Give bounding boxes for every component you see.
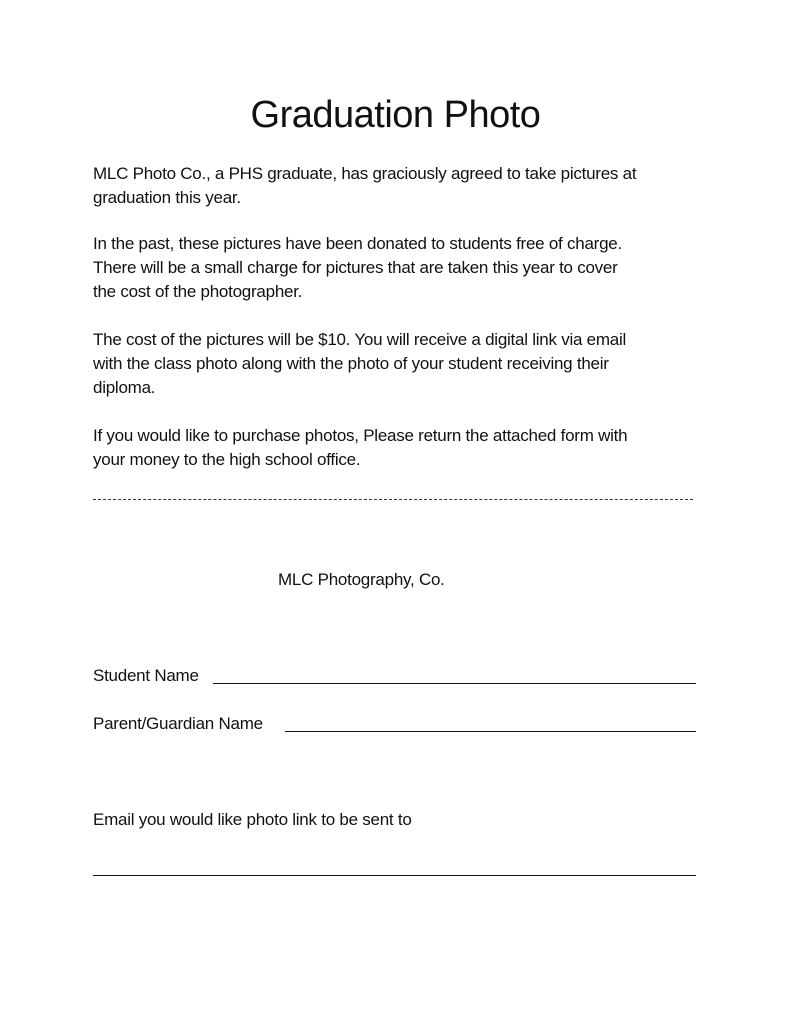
page-title: Graduation Photo (250, 94, 541, 136)
email-label: Email you would like photo link to be sent to (93, 810, 412, 829)
student-name-field[interactable] (213, 683, 696, 684)
cut-line-divider (93, 499, 693, 500)
student-name-label: Student Name (93, 666, 199, 685)
cost-paragraph (93, 328, 626, 400)
text-line: The cost of the pictures will be $10. You will receive a digital link via email (93, 330, 627, 349)
history-paragraph (93, 232, 622, 304)
text-line: graduation this year. (93, 188, 241, 207)
text-line: MLC Photo Co., a PHS graduate, has graciously agreed to take pictures at (93, 164, 637, 183)
text-line: the cost of the photographer. (93, 282, 303, 301)
intro-paragraph (93, 162, 636, 210)
text-line: If you would like to purchase photos, Please return the attached form with (93, 426, 628, 445)
parent-name-label: Parent/Guardian Name (93, 714, 263, 733)
text-line: your money to the high school office. (93, 450, 361, 469)
email-field[interactable] (93, 875, 696, 876)
parent-name-field[interactable] (285, 731, 696, 732)
text-line: There will be a small charge for pictures that are taken this year to cover (93, 258, 618, 277)
text-line: with the class photo along with the photo of your student receiving their (93, 354, 609, 373)
company-name: MLC Photography, Co. (278, 570, 445, 589)
text-line: In the past, these pictures have been donated to students free of charge. (93, 234, 622, 253)
text-line: diploma. (93, 378, 156, 397)
purchase-paragraph (93, 424, 627, 472)
